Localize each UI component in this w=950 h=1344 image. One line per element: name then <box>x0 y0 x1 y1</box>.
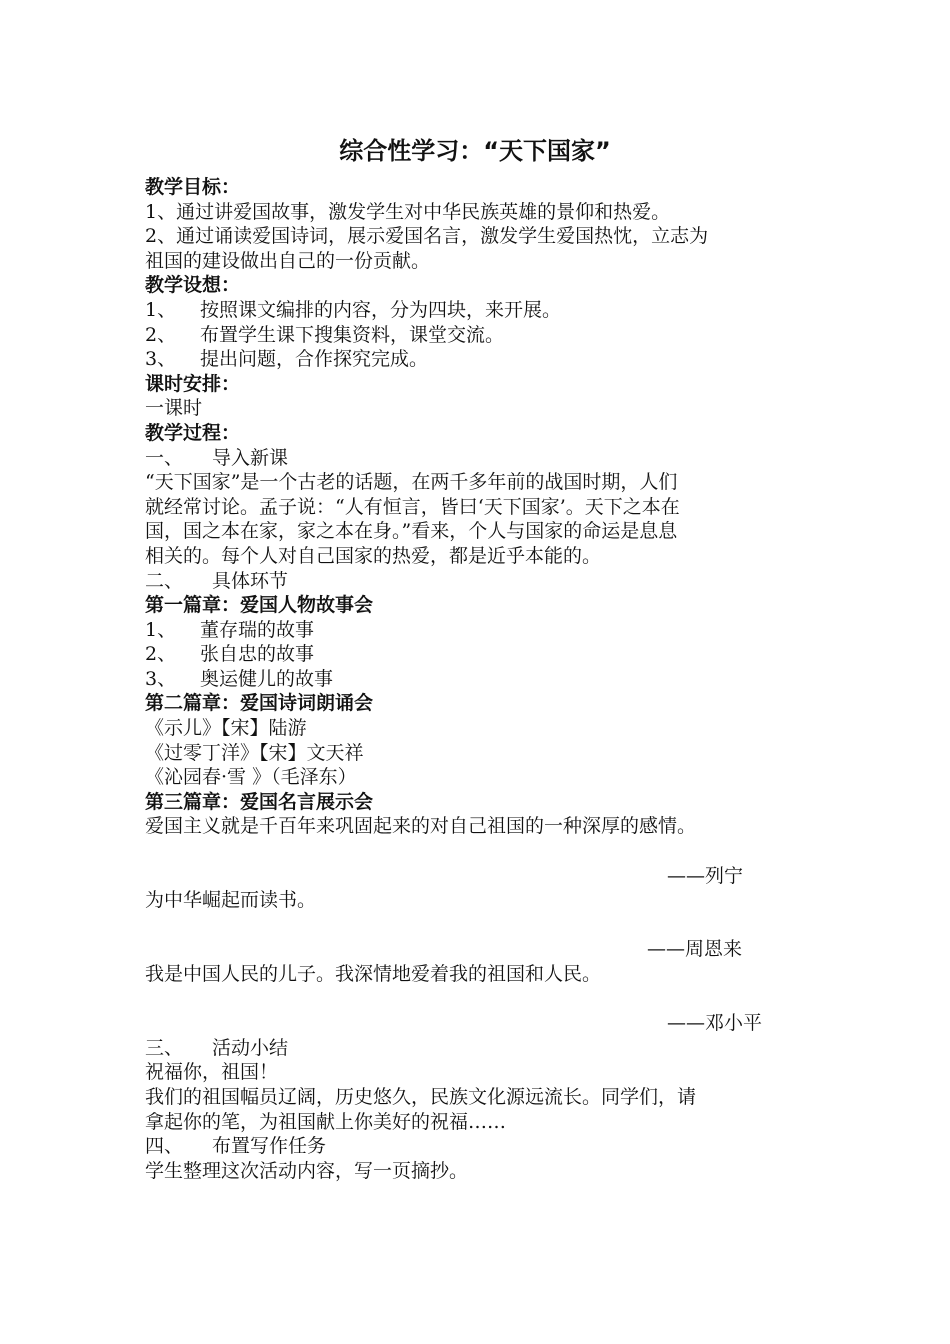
process-heading: 教学过程： <box>145 421 241 444</box>
intro-line: “天下国家”是一个古老的话题，在两千多年前的战国时期，人们 <box>145 471 678 494</box>
goals-heading: 教学目标： <box>145 176 241 198</box>
document-title: 综合性学习：“天下国家” <box>339 137 611 165</box>
design-heading: 教学设想： <box>145 274 241 297</box>
poem-title: 《示儿》【宋】陆游 <box>145 717 307 740</box>
quote-text: 为中华崛起而读书。 <box>145 889 317 912</box>
document-body <box>145 175 810 1183</box>
chapter1-item: 3、 奥运健儿的故事 <box>145 667 334 690</box>
summary-line: 祝福你，祖国！ <box>145 1061 279 1084</box>
poem-title: 《过零丁洋》【宋】文天祥 <box>145 741 364 764</box>
intro-line: 国，国之本在家，家之本在身。”看来，个人与国家的命运是息息 <box>145 520 678 543</box>
intro-line: 就经常讨论。孟子说：“人有恒言，皆曰‘天下国家’。天下之本在 <box>145 495 680 518</box>
schedule-heading: 课时安排： <box>145 372 241 395</box>
goal-line: 祖国的建设做出自己的一份贡献。 <box>145 249 431 272</box>
quote-author: ——列宁 <box>667 864 744 887</box>
step-heading: 一、 导入新课 <box>145 446 289 469</box>
poem-title: 《沁园春·雪 》（毛泽东） <box>145 766 357 789</box>
quote-text: 爱国主义就是千百年来巩固起来的对自己祖国的一种深厚的感情。 <box>145 815 697 838</box>
chapter1-heading: 第一篇章：爱国人物故事会 <box>145 594 374 617</box>
design-item: 2、 布置学生课下搜集资料，课堂交流。 <box>145 323 505 346</box>
chapter3-heading: 第三篇章：爱国名言展示会 <box>145 790 374 813</box>
step-heading: 二、 具体环节 <box>145 569 289 592</box>
summary-line: 我们的祖国幅员辽阔，历史悠久，民族文化源远流长。同学们，请 <box>145 1085 697 1108</box>
task-text: 学生整理这次活动内容，写一页摘抄。 <box>145 1159 469 1182</box>
design-item: 1、 按照课文编排的内容，分为四块，来开展。 <box>145 298 562 321</box>
quote-author: ——邓小平 <box>667 1012 763 1035</box>
step-heading: 三、 活动小结 <box>145 1036 289 1059</box>
schedule-text: 一课时 <box>145 397 203 420</box>
chapter2-heading: 第二篇章：爱国诗词朗诵会 <box>145 692 374 715</box>
quote-text: 我是中国人民的儿子。我深情地爱着我的祖国和人民。 <box>145 963 602 985</box>
goal-line: 2、通过诵读爱国诗词，展示爱国名言，激发学生爱国热忱，立志为 <box>145 225 709 248</box>
intro-line: 相关的。每个人对自己国家的热爱，都是近乎本能的。 <box>145 544 602 567</box>
quote-author: ——周恩来 <box>647 938 743 961</box>
step-heading: 四、 布置写作任务 <box>145 1135 327 1158</box>
chapter1-item: 2、 张自忠的故事 <box>145 643 315 666</box>
goal-line: 1、通过讲爱国故事，激发学生对中华民族英雄的景仰和热爱。 <box>145 200 671 223</box>
chapter1-item: 1、 董存瑞的故事 <box>145 618 315 641</box>
summary-line: 拿起你的笔，为祖国献上你美好的祝福…… <box>145 1110 507 1133</box>
design-item: 3、 提出问题，合作探究完成。 <box>145 348 429 371</box>
